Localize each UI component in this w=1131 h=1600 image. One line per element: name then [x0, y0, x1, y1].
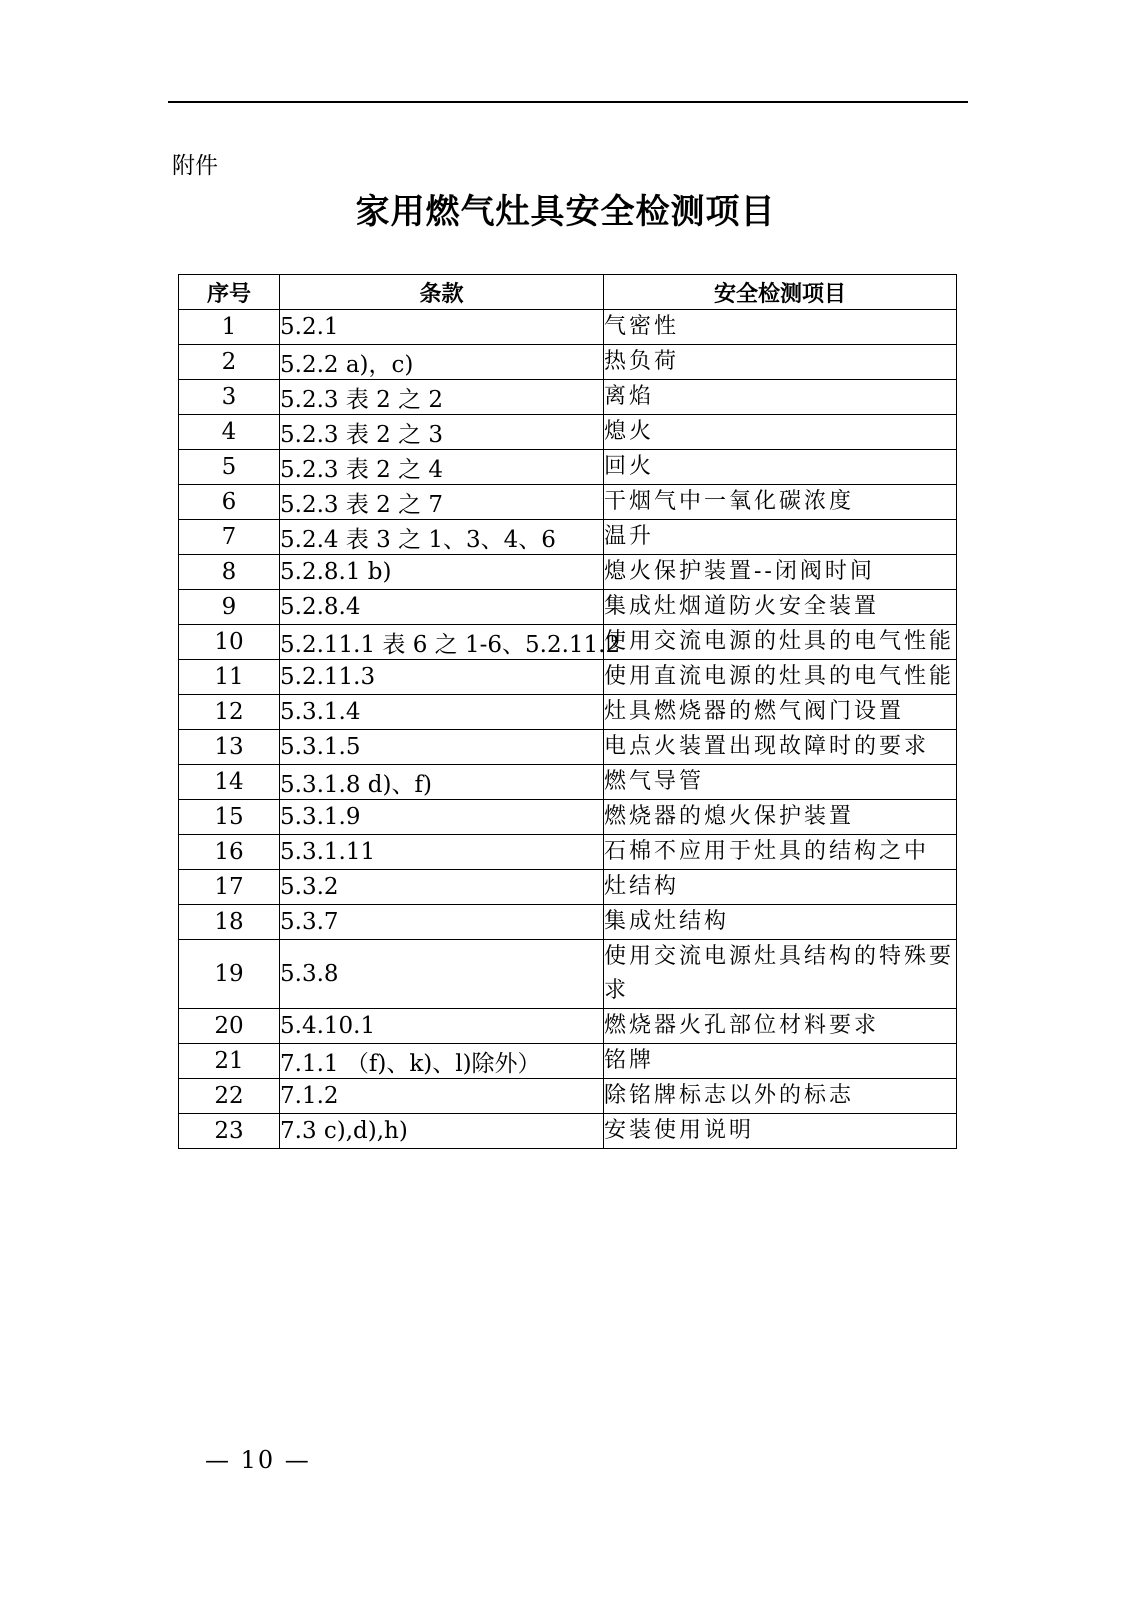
row-clause: 5.3.1.4	[280, 695, 604, 730]
table-row	[179, 1044, 957, 1079]
row-clause: 5.2.3 表 2 之 7	[280, 485, 604, 520]
table-row	[179, 310, 957, 345]
row-number: 4	[179, 415, 280, 450]
table-row	[179, 345, 957, 380]
row-inspection-item: 干烟气中一氧化碳浓度	[604, 485, 957, 520]
attachment-label: 附件	[172, 153, 218, 179]
row-number: 1	[179, 310, 280, 345]
row-clause: 7.1.2	[280, 1079, 604, 1114]
row-inspection-item: 使用直流电源的灶具的电气性能	[604, 660, 957, 695]
row-clause: 5.2.3 表 2 之 4	[280, 450, 604, 485]
row-number: 6	[179, 485, 280, 520]
table-row	[179, 625, 957, 660]
row-inspection-item: 集成灶结构	[604, 905, 957, 940]
table-row	[179, 1114, 957, 1149]
table-header-row	[179, 275, 957, 310]
column-header-item: 安全检测项目	[604, 275, 957, 310]
table-body	[179, 310, 957, 1149]
row-inspection-item: 集成灶烟道防火安全装置	[604, 590, 957, 625]
table-row	[179, 555, 957, 590]
row-clause: 5.3.1.5	[280, 730, 604, 765]
row-inspection-item: 灶具燃烧器的燃气阀门设置	[604, 695, 957, 730]
table-row	[179, 905, 957, 940]
row-inspection-item: 气密性	[604, 310, 957, 345]
row-inspection-item: 熄火保护装置--闭阀时间	[604, 555, 957, 590]
row-inspection-item: 燃气导管	[604, 765, 957, 800]
table-row	[179, 695, 957, 730]
row-number: 12	[179, 695, 280, 730]
row-number: 19	[179, 940, 280, 1009]
row-inspection-item: 除铭牌标志以外的标志	[604, 1079, 957, 1114]
row-number: 8	[179, 555, 280, 590]
row-number: 7	[179, 520, 280, 555]
row-inspection-item: 安装使用说明	[604, 1114, 957, 1149]
table-row	[179, 765, 957, 800]
row-clause: 5.3.2	[280, 870, 604, 905]
row-number: 5	[179, 450, 280, 485]
table-row	[179, 1009, 957, 1044]
table-row	[179, 940, 957, 1009]
table-row	[179, 870, 957, 905]
table-row	[179, 590, 957, 625]
row-number: 17	[179, 870, 280, 905]
row-clause: 7.3 c),d),h)	[280, 1114, 604, 1149]
page-number: — 10 —	[205, 1446, 311, 1474]
row-number: 15	[179, 800, 280, 835]
row-number: 14	[179, 765, 280, 800]
row-clause: 5.2.2 a)，c)	[280, 345, 604, 380]
row-inspection-item: 使用交流电源的灶具的电气性能	[604, 625, 957, 660]
row-clause: 5.2.8.4	[280, 590, 604, 625]
row-inspection-item: 石棉不应用于灶具的结构之中	[604, 835, 957, 870]
row-inspection-item: 熄火	[604, 415, 957, 450]
row-number: 13	[179, 730, 280, 765]
row-clause: 5.2.11.3	[280, 660, 604, 695]
row-inspection-item: 铭牌	[604, 1044, 957, 1079]
row-clause: 5.2.4 表 3 之 1、3、4、6	[280, 520, 604, 555]
row-inspection-item: 热负荷	[604, 345, 957, 380]
row-inspection-item: 燃烧器火孔部位材料要求	[604, 1009, 957, 1044]
row-clause: 5.3.1.8 d)、f)	[280, 765, 604, 800]
row-clause: 5.2.11.1 表 6 之 1-6、5.2.11.2	[280, 625, 604, 660]
row-clause: 5.3.1.11	[280, 835, 604, 870]
row-clause: 5.2.1	[280, 310, 604, 345]
row-clause: 5.2.8.1 b)	[280, 555, 604, 590]
row-inspection-item: 使用交流电源灶具结构的特殊要求	[604, 940, 957, 1009]
row-number: 23	[179, 1114, 280, 1149]
column-header-no: 序号	[179, 275, 280, 310]
row-inspection-item: 离焰	[604, 380, 957, 415]
row-inspection-item: 灶结构	[604, 870, 957, 905]
row-clause: 5.3.1.9	[280, 800, 604, 835]
row-number: 10	[179, 625, 280, 660]
row-inspection-item: 回火	[604, 450, 957, 485]
table-row	[179, 800, 957, 835]
table-row	[179, 1079, 957, 1114]
table-row	[179, 380, 957, 415]
row-number: 3	[179, 380, 280, 415]
table-row	[179, 730, 957, 765]
table-row	[179, 520, 957, 555]
column-header-clause: 条款	[280, 275, 604, 310]
row-number: 9	[179, 590, 280, 625]
table-row	[179, 835, 957, 870]
table-row	[179, 660, 957, 695]
header-rule	[168, 101, 968, 103]
row-number: 21	[179, 1044, 280, 1079]
row-clause: 5.3.7	[280, 905, 604, 940]
row-number: 20	[179, 1009, 280, 1044]
row-number: 18	[179, 905, 280, 940]
document-title: 家用燃气灶具安全检测项目	[355, 192, 776, 232]
row-clause: 5.3.8	[280, 940, 604, 1009]
table-row	[179, 485, 957, 520]
row-number: 22	[179, 1079, 280, 1114]
row-clause: 5.2.3 表 2 之 2	[280, 380, 604, 415]
row-number: 16	[179, 835, 280, 870]
row-inspection-item: 电点火装置出现故障时的要求	[604, 730, 957, 765]
inspection-items-table	[178, 274, 957, 1149]
row-inspection-item: 温升	[604, 520, 957, 555]
row-clause: 5.2.3 表 2 之 3	[280, 415, 604, 450]
row-number: 11	[179, 660, 280, 695]
row-clause: 5.4.10.1	[280, 1009, 604, 1044]
table-row	[179, 450, 957, 485]
row-clause: 7.1.1 （f)、k)、l)除外）	[280, 1044, 604, 1079]
row-inspection-item: 燃烧器的熄火保护装置	[604, 800, 957, 835]
table-row	[179, 415, 957, 450]
row-number: 2	[179, 345, 280, 380]
